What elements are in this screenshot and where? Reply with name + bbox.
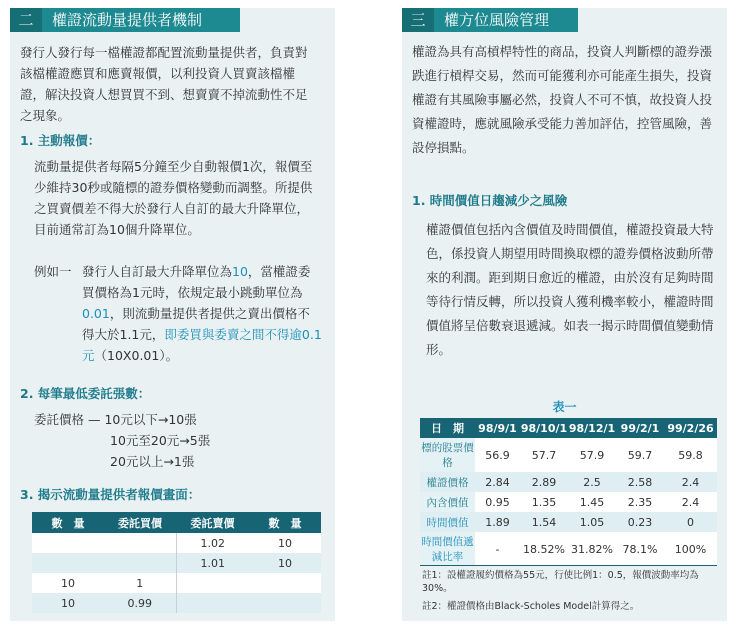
section-number: 二 [10, 8, 42, 32]
order-rule: 20元以上→1張 [110, 454, 195, 469]
table-cell: 1.45 [579, 495, 605, 509]
right-panel [402, 8, 727, 621]
table-row [420, 512, 717, 532]
table-cell: 31.82% [571, 542, 613, 556]
example-highlight: 即委買與委賣之間不得逾0.1元 [82, 327, 322, 363]
column-header: 99/2/26 [667, 421, 714, 435]
table-cell: 0.95 [485, 495, 510, 509]
column-header: 99/2/1 [620, 421, 660, 435]
table-cell: 1.05 [579, 515, 605, 529]
table-cell: - [495, 542, 500, 556]
table-cell: 10 [278, 556, 292, 570]
table-cell: 1.02 [200, 536, 225, 550]
row-label: 時間價值 [426, 516, 469, 529]
example-text: ，當權證委買價格為1元時，依規定最小跳動單位為 [82, 264, 311, 300]
section-header [10, 8, 240, 32]
table-cell: 0.23 [627, 515, 653, 529]
column-header: 委託賣價 [190, 516, 235, 530]
row-label: 時間價值遞減比率 [420, 532, 475, 566]
example-text: （10X0.01）。 [94, 348, 179, 363]
order-rule: 10元至20元→5張 [110, 433, 211, 448]
table-cell: 100% [674, 542, 707, 556]
row-label: 權證價格 [426, 476, 469, 489]
table-row [32, 553, 321, 573]
table-cell: 1 [104, 573, 176, 593]
column-header: 98/9/1 [478, 421, 517, 435]
table-cell: 1.01 [200, 556, 225, 570]
section-header [402, 8, 578, 32]
table-cell: 2.58 [627, 475, 653, 489]
column-header: 日 期 [431, 422, 464, 435]
row-label: 標的股票價格 [420, 438, 475, 472]
subsection-title: 2. 每筆最低委託張數： [20, 386, 151, 401]
table-cell [32, 553, 104, 573]
footnote: 註2：權證價格由Black-Scholes Model計算得之。 [422, 601, 640, 612]
row-label: 內含價值 [420, 492, 475, 512]
table-cell: 10 [278, 536, 292, 550]
table-cell [176, 573, 249, 593]
table-cell: 2.4 [681, 495, 700, 509]
example-paragraph [82, 261, 322, 366]
table-cell: 78.1% [622, 542, 658, 556]
table-cell: 2.89 [531, 475, 557, 489]
table-row [420, 438, 717, 472]
example-text: ，則流動量提供者提供之賣出價格不得大於1.1元， [82, 306, 310, 342]
table-cell [104, 533, 176, 553]
divider [420, 565, 717, 566]
table-row [420, 492, 717, 512]
column-header: 數 量 [51, 516, 85, 530]
table-cell: 18.52% [523, 542, 565, 556]
table-cell [249, 573, 321, 593]
subsection-body: 權證價值包括內含價值及時間價值，權證投資最大特色，係投資人期望用時間換取標的證券價格波動所帶來的利潤。距到期日愈近的權證，由於沒有足夠時間等待行情反轉，所以投資人獲利機率較小，權證時間價值將呈倍數衰退遞減。如表一揭示時間價值變動情形。 [426, 222, 714, 357]
table-cell: 56.9 [485, 448, 510, 462]
table-cell [104, 553, 176, 573]
intro-paragraph: 發行人發行每一檔權證都配置流動量提供者，負責對該檔權證應買和應賣報價，以利投資人買賣該檔權證，解決投資人想買買不到、想賣賣不掉流動性不足之現象。 [20, 45, 308, 123]
table-cell: 2.35 [627, 495, 653, 509]
example-label: 例如一 [34, 264, 72, 279]
table-cell: 2.4 [681, 475, 700, 489]
column-header: 委託買價 [118, 516, 162, 530]
table-cell: 57.7 [531, 448, 557, 462]
table-cell: 59.7 [627, 448, 653, 462]
subsection-title: 3. 揭示流動量提供者報價畫面： [20, 487, 201, 502]
table-cell: 59.8 [678, 448, 703, 462]
table-cell: 1.54 [531, 515, 557, 529]
order-rule: 委託價格 — 10元以下→10張 [34, 412, 197, 427]
table-cell [249, 593, 321, 613]
table-cell [32, 533, 104, 553]
table-row [32, 593, 321, 613]
time-value-table [420, 418, 717, 566]
subsection-title: 1. 主動報價： [20, 133, 101, 148]
column-header: 98/12/1 [568, 421, 616, 435]
table-cell: 1.35 [531, 495, 557, 509]
table-header-row [32, 512, 321, 533]
column-header: 數 量 [268, 516, 302, 530]
table-cell: 2.5 [583, 475, 601, 489]
table-cell: 10 [61, 596, 75, 610]
table-title: 表一 [552, 400, 577, 414]
intro-paragraph: 權證為具有高槓桿特性的商品，投資人判斷標的證券漲跌進行槓桿交易，然而可能獲利亦可能產生損失，投資權證有其風險事屬必然，投資人不可不慎，故投資人投資權證時，應就風險承受能力善加評估，控管風險，善設停損點。 [412, 44, 713, 155]
table-cell: 57.9 [579, 448, 605, 462]
section-number: 三 [402, 8, 434, 32]
table-cell: 0 [687, 515, 694, 529]
example-highlight: 0.01 [82, 306, 110, 321]
table-row [32, 573, 321, 593]
table-cell: 10 [61, 576, 75, 590]
table-cell [176, 593, 249, 613]
left-panel [10, 8, 335, 621]
footnote: 註1：設權證履約價格為55元，行使比例1：0.5，報價波動率均為30%。 [422, 570, 699, 594]
example-text: 發行人自訂最大升降單位為 [82, 264, 233, 279]
section-title: 權證流動量提供者機制 [52, 11, 203, 29]
table-header-row [420, 418, 717, 438]
table-row [420, 532, 717, 566]
section-title: 權方位風險管理 [444, 11, 550, 29]
subsection-body: 流動量提供者每隔5分鐘至少自動報價1次，報價至少維持30秒或隨標的證券價格變動而調整。所提供之買賣價差不得大於發行人自訂的最大升降單位，目前通常訂為10個升降單位。 [34, 159, 313, 237]
example-highlight: 10 [232, 264, 248, 279]
table-cell: 2.84 [485, 475, 510, 489]
table-cell: 0.99 [104, 593, 176, 613]
subsection-title: 1. 時間價值日趨減少之風險 [412, 193, 568, 208]
table-row [420, 472, 717, 492]
table-row [32, 533, 321, 553]
quote-table [32, 512, 321, 613]
table-cell: 1.89 [485, 515, 510, 529]
column-header: 98/10/1 [520, 421, 568, 435]
